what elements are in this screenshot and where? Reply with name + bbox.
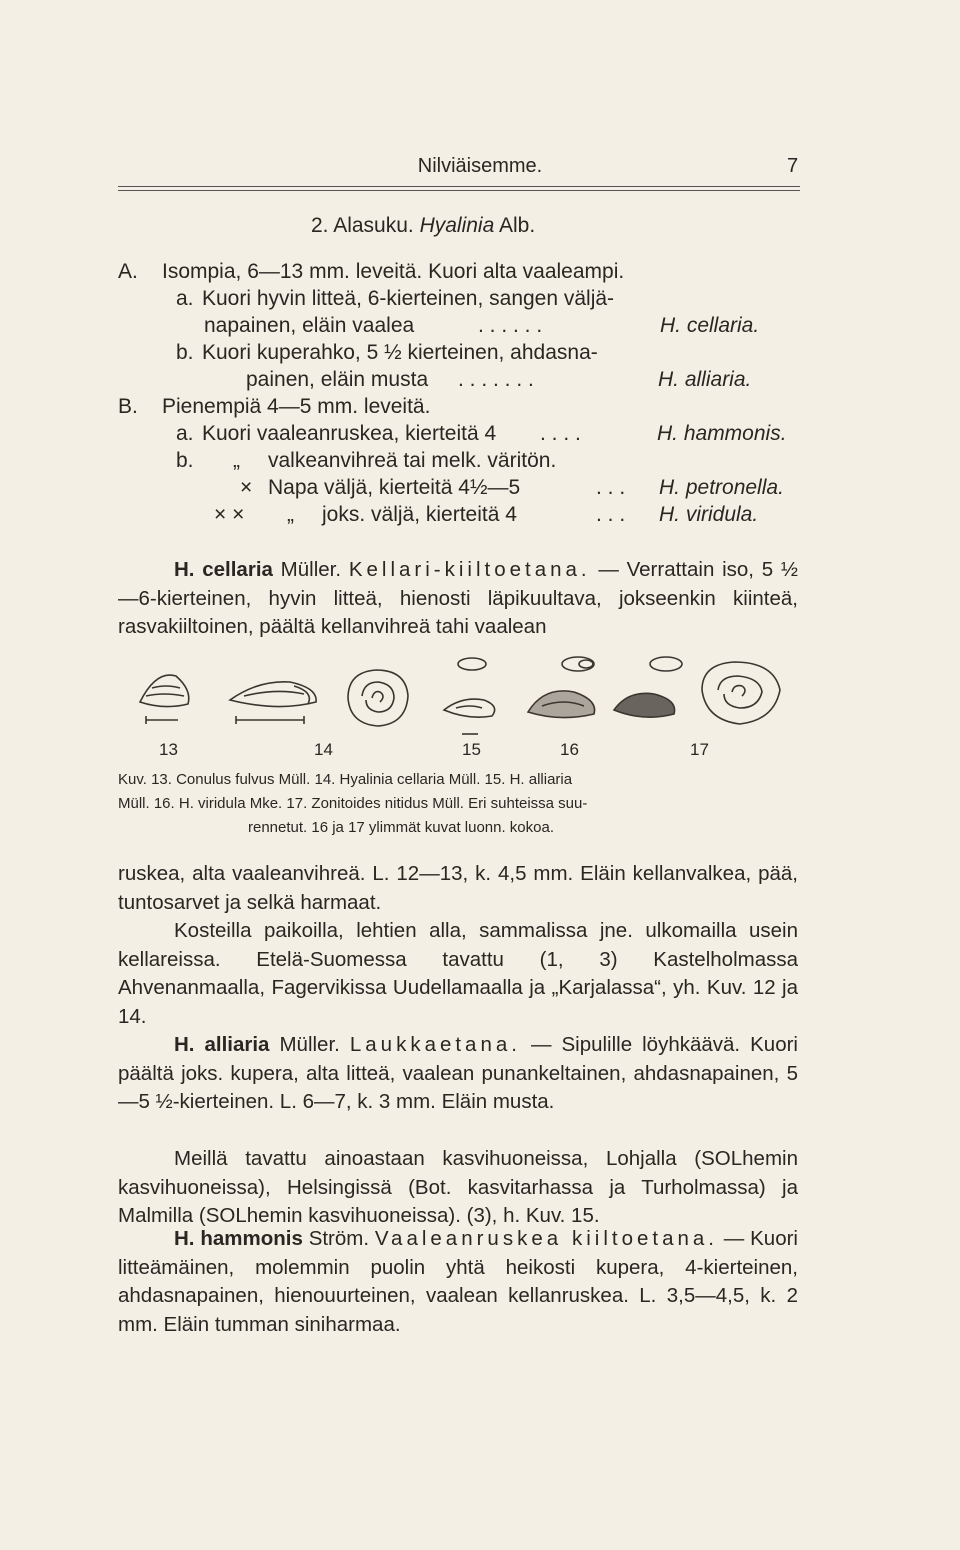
key-b1-label: b. [176,341,194,364]
key-a1-dots: . . . . . . [478,314,543,337]
key-a1-text2: napainen, eläin vaalea [204,314,415,337]
key-B-text: Pienempiä 4—5 mm. leveitä. [162,395,431,418]
key-x1-dots: . . . [596,476,626,499]
species-paragraph-alliaria: H. alliaria Müller. Laukkaetana. — Sipulille löyhkäävä. Kuori päältä joks. kupera, alta litteä, vaalean punankeltainen, ahdasnapainen, 5—5 ½-kierteinen. L. 6—7, k. 3 mm. Eläin musta. [118,1033,798,1114]
key-a2-species: H. hammonis. [657,422,787,445]
species-name: H. hammonis [174,1227,303,1250]
figure-caption-line3: rennetut. 16 ja 17 ylimmät kuvat luonn. kokoa. [248,819,555,836]
figure-label-13: 13 [159,740,178,759]
figure-caption-line1: Kuv. 13. Conulus fulvus Müll. 14. Hyalinia cellaria Müll. 15. H. alliaria [118,771,573,788]
distribution-alliaria: Meillä tavattu ainoastaan kasvihuoneissa, Lohjalla (SOLhemin kasvihuoneissa), Helsingissä (Bot. kasvitarhassa ja Turholmassa) ja Malmilla (SOLhemin kasvihuoneissa). (3), h. Kuv. 15. [118,1147,798,1228]
key-b1-dots: . . . . . . . [458,368,534,391]
figure-caption-line2: Müll. 16. H. viridula Mke. 17. Zonitoides nitidus Müll. Eri suhteissa suu- [118,795,588,812]
vernacular-name: Laukkaetana. [349,1033,521,1056]
shell-16-icon [528,657,595,718]
species-paragraph-hammonis: H. hammonis Ström. Vaaleanruskea kiiltoetana. — Kuori litteämäinen, molemmin puolin yhtä heikosti kupera, 4-kierteinen, ahdasnapainen, hienouurteinen, vaalean kellanruskea. L. 3,5—4,5, k. 2 mm. Eläin tumman siniharmaa. [118,1227,798,1336]
key-A-text: Isompia, 6—13 mm. leveitä. Kuori alta vaaleampi. [162,260,625,283]
key-x1-text: Napa väljä, kierteitä 4½—5 [268,476,521,499]
key-B-label: B. [118,395,138,418]
key-a2-text: Kuori vaaleanruskea, kierteitä 4 [202,422,497,445]
description-continuation: ruskea, alta vaaleanvihreä. L. 12—13, k. 4,5 mm. Eläin kellanvalkea, pää, tuntosarvet ja selkä harmaat. [118,862,798,914]
figure-label-14: 14 [314,740,333,759]
page-number: 7 [787,155,799,177]
shell-14-side-icon [230,682,316,724]
figure-label-15: 15 [462,740,481,759]
key-A-label: A. [118,260,138,283]
key-a2-dots: . . . . [540,422,581,445]
vernacular-name: Kellari-kiiltoetana. [348,558,591,581]
key-heading: 2. Alasuku. Hyalinia Alb. [311,214,536,237]
key-a1-text1: Kuori hyvin litteä, 6-kierteinen, sangen väljä- [202,287,615,310]
key-x2-mark: × × [214,503,245,526]
key-a2-label: a. [176,422,194,445]
key-b2-label: b. [176,449,194,472]
vernacular-name: Vaaleanruskea kiiltoetana. [374,1227,718,1250]
running-header: Nilviäisemme. [417,155,543,177]
snail-shells-figure [118,650,798,740]
key-b2-text: valkeanvihreä tai melk. väritön. [268,449,557,472]
distribution-cellaria: Kosteilla paikoilla, lehtien alla, sammalissa jne. ulkomailla usein kellareissa. Etelä-Suomessa tavattu (1, 3) Kastelholmassa Ahvenanmaalla, Fagervikissa Uudellamaalla ja „Karjalassa“, yh. Kuv. 12 ja 14. [118,919,798,1028]
key-b1-text2: painen, eläin musta [246,368,429,391]
key-a1-species: H. cellaria. [660,314,760,337]
species-name: H. alliaria [174,1033,270,1056]
shell-15-icon [444,658,495,734]
species-name: H. cellaria [174,558,273,581]
key-x1-species: H. petronella. [659,476,784,499]
key-a1-label: a. [176,287,194,310]
shell-16b-icon [614,657,682,717]
header-rule-top [118,186,800,187]
genus-name: Hyalinia [419,214,495,237]
key-x2-species: H. viridula. [659,503,759,526]
figure-label-17: 17 [690,740,709,759]
key-x2-dots: . . . [596,503,626,526]
key-b2-ditto: „ [233,449,240,472]
species-paragraph-cellaria: H. cellaria Müller. Kellari-kiiltoetana. — Verrattain iso, 5 ½—6-kierteinen, hyvin litteä, hienosti läpikuultava, jokseenkin kiinteä, rasvakiiltoinen, päältä kellanvihreä tahi vaalean [118,558,798,639]
key-x2-text: joks. väljä, kierteitä 4 [322,503,517,526]
shell-17-icon [702,662,780,724]
shell-14-top-icon [348,670,408,726]
figure-label-16: 16 [560,740,579,759]
key-b1-species: H. alliaria. [658,368,752,391]
key-x1-mark: × [240,476,253,499]
shell-13-icon [140,675,189,724]
key-x2-ditto: „ [287,503,294,526]
key-b1-text1: Kuori kuperahko, 5 ½ kierteinen, ahdasna- [202,341,598,364]
header-rule-bottom [118,190,800,191]
